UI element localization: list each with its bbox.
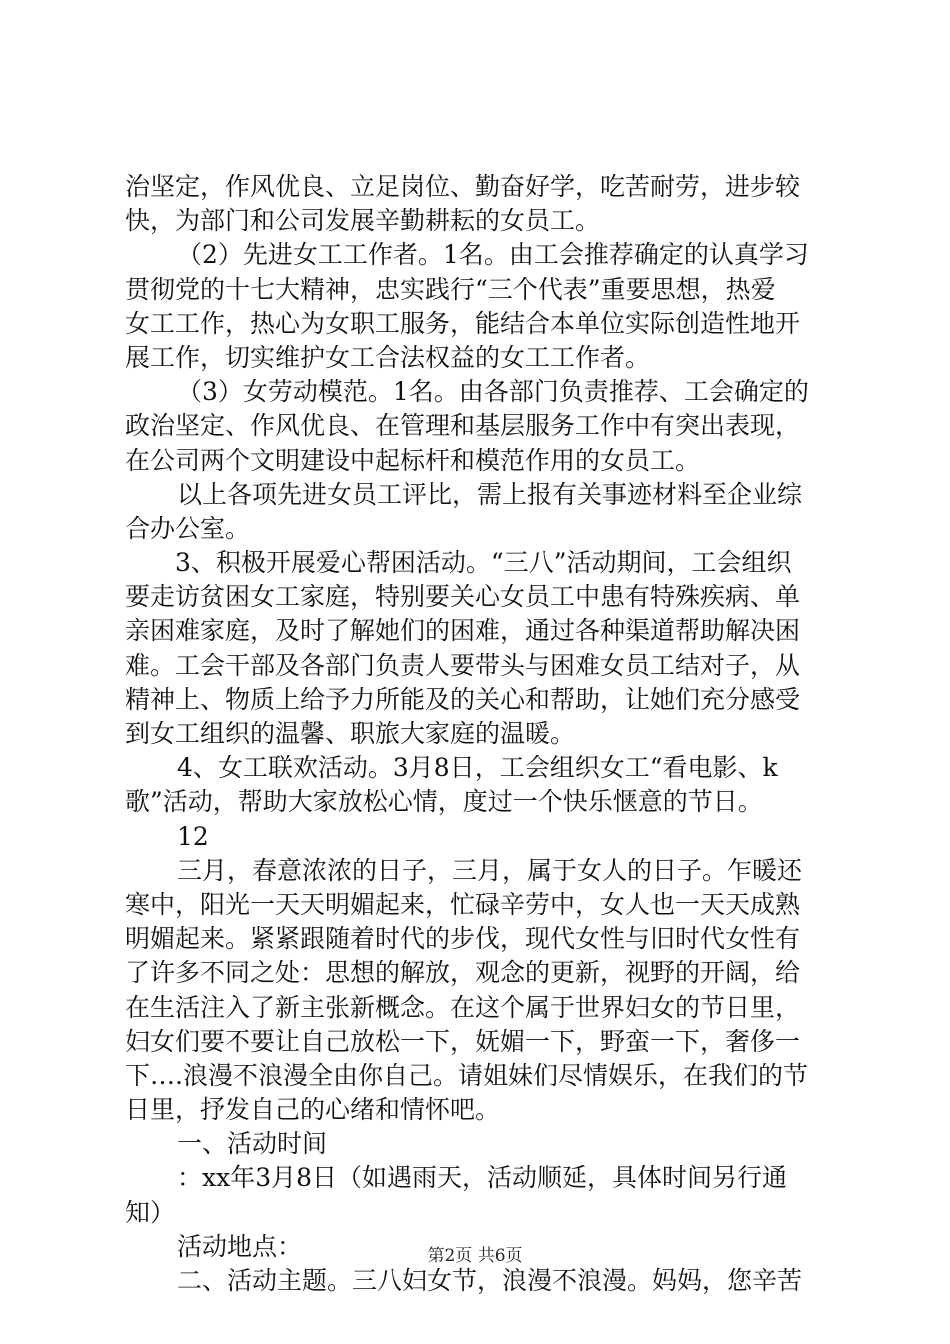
text-line: 12 bbox=[177, 821, 209, 851]
text-line: （3）女劳动模范。1名。由各部门负责推荐、工会确定的 bbox=[177, 377, 809, 407]
text-line: 展工作，切实维护女工合法权益的女工工作者。 bbox=[125, 342, 651, 372]
text-line: 歌”活动，帮助大家放松心情，度过一个快乐惬意的节日。 bbox=[125, 787, 763, 817]
text-line: 4、女工联欢活动。3月8日，工会组织女工“看电影、k bbox=[177, 753, 778, 783]
text-line: 在生活注入了新主张新概念。在这个属于世界妇女的节日里， bbox=[125, 992, 801, 1022]
text-line: 亲困难家庭，及时了解她们的困难，通过各种渠道帮助解决困 bbox=[125, 616, 801, 646]
text-line: 到女工组织的温馨、职旅大家庭的温暖。 bbox=[125, 719, 576, 748]
text-line: （2）先进女工工作者。1名。由工会推荐确定的认真学习 bbox=[177, 240, 809, 270]
text-line: 贯彻党的十七大精神，忠实践行“三个代表”重要思想，热爱 bbox=[125, 274, 776, 304]
text-line: 要走访贫困女工家庭，特别要关心女员工中患有特殊疾病、单 bbox=[125, 582, 801, 612]
text-line: 3、积极开展爱心帮困活动。“三八”活动期间，工会组织 bbox=[175, 548, 792, 578]
text-line: 知） bbox=[125, 1197, 176, 1227]
text-line: ：xx年3月8日（如遇雨天，活动顺延，具体时间另行通 bbox=[177, 1163, 788, 1193]
text-line: 难。工会干部及各部门负责人要带头与困难女员工结对子，从 bbox=[125, 650, 801, 680]
text-line: 妇女们要不要让自己放松一下，妩媚一下，野蛮一下，奢侈一 bbox=[125, 1026, 801, 1056]
text-line: 在公司两个文明建设中起标杆和模范作用的女员工。 bbox=[125, 445, 701, 475]
text-line: 日里，抒发自己的心绪和情怀吧。 bbox=[125, 1095, 501, 1125]
text-line: 明媚起来。紧紧跟随着时代的步伐，现代女性与旧时代女性有 bbox=[125, 924, 801, 954]
text-line: 下….浪漫不浪漫全由你自己。请姐妹们尽情娱乐，在我们的节 bbox=[125, 1060, 808, 1090]
text-line: 了许多不同之处：思想的解放，观念的更新，视野的开阔，给 bbox=[125, 958, 801, 988]
text-line: 女工工作，热心为女职工服务，能结合本单位实际创造性地开 bbox=[125, 308, 801, 338]
page-footer: 第2页 共6页 bbox=[427, 1246, 523, 1266]
text-line: 政治坚定、作风优良、在管理和基层服务工作中有突出表现， bbox=[125, 411, 801, 441]
text-line: 二、活动主题。三八妇女节，浪漫不浪漫。妈妈，您辛苦 bbox=[177, 1266, 803, 1295]
text-line: 精神上、物质上给予力所能及的关心和帮助，让她们充分感受 bbox=[125, 684, 801, 714]
text-line: 活动地点： bbox=[177, 1231, 303, 1261]
document-body bbox=[125, 170, 830, 1298]
text-line: 寒中，阳光一天天明媚起来，忙碌辛劳中，女人也一天天成熟 bbox=[125, 889, 801, 919]
text-line: 治坚定，作风优良、立足岗位、勤奋好学，吃苦耐劳，进步较 bbox=[125, 172, 801, 201]
text-line: 一、活动时间 bbox=[177, 1129, 328, 1159]
text-line: 三月，春意浓浓的日子，三月，属于女人的日子。乍暖还 bbox=[177, 855, 803, 885]
text-line: 以上各项先进女员工评比，需上报有关事迹材料至企业综 bbox=[177, 479, 803, 509]
text-line: 合办公室。 bbox=[125, 513, 251, 543]
text-line: 快，为部门和公司发展辛勤耕耘的女员工。 bbox=[125, 206, 601, 236]
